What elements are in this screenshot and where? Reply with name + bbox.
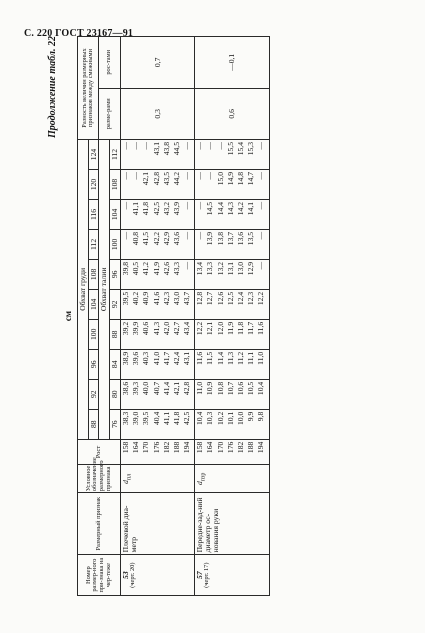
value-cell: 15,3 <box>246 142 256 156</box>
diff-heights-header: рос-тами <box>99 37 120 89</box>
waist-value-9: 112 <box>110 140 121 170</box>
value-cell: 43,9 <box>171 201 181 216</box>
value-cell: 12,1 <box>205 321 215 336</box>
value-cell: 11,6 <box>195 351 205 365</box>
value-cell: 43,4 <box>182 321 192 336</box>
table-body <box>120 37 269 596</box>
value-cell: 42,5 <box>182 411 192 426</box>
value-cell: 10,0 <box>236 411 245 426</box>
symbol-sub: пзр <box>200 472 207 482</box>
value-cell: 39,5 <box>141 411 151 426</box>
chest-value-3: 100 <box>88 319 99 349</box>
value-cell: 41,5 <box>141 231 151 246</box>
value-cell: 12,3 <box>246 291 256 306</box>
value-cell: 13,1 <box>225 261 235 276</box>
chest-value-6: 112 <box>88 229 99 259</box>
value-cell: 10,9 <box>205 381 215 396</box>
value-cell: 15,4 <box>236 142 245 156</box>
value-column-0 <box>195 409 269 439</box>
chest-value-0: 88 <box>88 409 99 439</box>
value-cell: 39,0 <box>131 411 141 426</box>
value-cell: 40,9 <box>141 291 151 306</box>
value-cell: 42,2 <box>151 231 161 246</box>
col-symbol-header: Условное обозначение размерного признака <box>78 465 121 493</box>
value-column-2 <box>120 349 194 379</box>
value-cell: 43,5 <box>161 171 171 186</box>
waist-value-4: 92 <box>110 289 121 319</box>
symbol-main: d <box>195 481 205 485</box>
value-cell: — <box>120 231 130 240</box>
value-cell: 13,7 <box>225 231 235 246</box>
value-cell: 12,7 <box>205 291 215 306</box>
value-cell: 12,2 <box>195 321 205 336</box>
value-cell: 42,1 <box>141 171 151 186</box>
value-cell: 44,2 <box>171 171 181 186</box>
value-cell: 40,3 <box>141 351 151 366</box>
value-cell: 39,8 <box>120 261 130 276</box>
value-cell: 39,3 <box>131 381 141 396</box>
value-cell: 39,2 <box>120 321 130 336</box>
value-column-6 <box>120 229 194 259</box>
table-row <box>120 37 194 596</box>
value-cell: 40,4 <box>151 411 161 426</box>
table-header <box>78 37 121 596</box>
value-cell: — <box>256 201 266 210</box>
value-cell: 12,9 <box>246 261 256 276</box>
value-cell: 43,1 <box>151 142 161 156</box>
value-cell: 41,4 <box>161 381 171 396</box>
value-cell: — <box>120 171 130 180</box>
value-cell: 41,7 <box>161 351 171 366</box>
waist-value-1: 80 <box>110 379 121 409</box>
value-cell: 12,2 <box>256 291 266 306</box>
waist-value-7: 104 <box>110 199 121 229</box>
chest-value-5: 108 <box>88 259 99 289</box>
value-cell: — <box>182 261 192 270</box>
value-cell: 40,2 <box>131 291 141 306</box>
row-name: Передне-зад-ний диаметр ос-нования руки <box>195 493 269 555</box>
value-cell: — <box>205 142 215 150</box>
unit-label: см <box>63 310 73 322</box>
value-cell: — <box>256 142 266 150</box>
value-cell: 41,8 <box>171 411 181 426</box>
value-cell: — <box>256 231 266 240</box>
value-column-0 <box>120 409 194 439</box>
value-cell: 42,4 <box>171 351 181 366</box>
value-cell: — <box>182 231 192 240</box>
value-cell: — <box>141 142 151 150</box>
value-cell: — <box>256 171 266 180</box>
value-cell: 10,5 <box>246 381 256 396</box>
row-number-cell <box>120 555 194 596</box>
value-cell: 10,2 <box>215 411 225 426</box>
value-cell: 12,0 <box>215 321 225 336</box>
value-column-7 <box>120 199 194 229</box>
height-value: 188 <box>246 441 256 454</box>
value-cell: 9,9 <box>246 411 256 422</box>
page-header: С. 220 ГОСТ 23167—91 <box>24 28 134 39</box>
value-cell: 39,5 <box>120 291 130 306</box>
value-cell: — <box>195 231 205 240</box>
value-cell: 41,0 <box>151 351 161 366</box>
value-cell: 12,6 <box>215 291 225 306</box>
value-cell: — <box>182 201 192 210</box>
row-heights <box>120 439 194 465</box>
waist-value-8: 108 <box>110 169 121 199</box>
value-cell: — <box>195 142 205 150</box>
height-value: 182 <box>161 441 171 454</box>
value-cell: 10,3 <box>205 411 215 426</box>
table-row <box>195 37 269 596</box>
value-column-1 <box>120 379 194 409</box>
value-cell: — <box>120 142 130 150</box>
value-cell: 13,9 <box>205 231 215 246</box>
value-cell: — <box>205 171 215 180</box>
value-cell: 38,6 <box>120 381 130 396</box>
value-cell: 15,0 <box>215 171 225 186</box>
value-column-4 <box>120 289 194 319</box>
height-value: 194 <box>256 441 266 454</box>
value-cell: 40,0 <box>141 381 151 396</box>
value-cell: 44,5 <box>171 142 181 156</box>
value-cell: 14,7 <box>246 171 256 186</box>
value-cell: 11,8 <box>236 321 245 335</box>
value-cell: 11,0 <box>195 381 205 395</box>
value-cell: 13,8 <box>215 231 225 246</box>
diff-sizes-value: 0,3 <box>120 88 194 139</box>
height-value: 164 <box>205 441 215 454</box>
col-name-header: Размерный признак <box>78 493 121 555</box>
value-cell: 12,8 <box>195 291 205 306</box>
value-cell: — <box>256 261 266 270</box>
value-cell: 14,4 <box>215 201 225 216</box>
value-cell: 12,4 <box>236 291 245 306</box>
value-cell: 11,2 <box>236 351 245 365</box>
height-value: 164 <box>131 441 141 454</box>
value-cell: 43,0 <box>171 291 181 306</box>
value-cell: 41,3 <box>151 321 161 336</box>
value-cell: 14,3 <box>225 201 235 216</box>
symbol-main: d <box>120 480 130 484</box>
value-cell: — <box>131 171 141 180</box>
value-cell: 42,5 <box>151 201 161 216</box>
waist-value-5: 96 <box>110 259 121 289</box>
value-column-9 <box>195 140 269 170</box>
value-cell: 42,6 <box>161 261 171 276</box>
value-cell: 43,3 <box>171 261 181 276</box>
value-cell: 14,8 <box>236 171 245 186</box>
value-cell: 40,5 <box>131 261 141 276</box>
waist-group-header: Обхват талии <box>99 140 110 440</box>
value-cell: 42,8 <box>151 171 161 186</box>
value-cell: 11,4 <box>215 351 225 365</box>
value-cell: 9,8 <box>256 411 266 422</box>
value-cell: — <box>215 142 225 150</box>
value-cell: 43,8 <box>161 142 171 156</box>
value-cell: — <box>195 201 205 210</box>
height-value: 176 <box>151 441 161 454</box>
height-value: 188 <box>171 441 181 454</box>
value-cell: 39,9 <box>131 321 141 336</box>
col-rost-header: Рост <box>78 439 121 465</box>
value-cell: — <box>131 142 141 150</box>
value-column-9 <box>120 140 194 170</box>
diff-sizes-value: 0,6 <box>195 88 269 139</box>
value-cell: — <box>120 201 130 210</box>
value-cell: 43,7 <box>182 291 192 306</box>
value-cell: 13,6 <box>236 231 245 246</box>
chest-value-4: 104 <box>88 289 99 319</box>
value-cell: 41,6 <box>151 291 161 306</box>
value-cell: 11,5 <box>205 351 215 365</box>
value-column-6 <box>195 229 269 259</box>
value-cell: — <box>195 171 205 180</box>
value-cell: 14,5 <box>205 201 215 216</box>
value-cell: 42,8 <box>182 381 192 396</box>
row-symbol <box>120 465 194 493</box>
value-cell: 42,0 <box>161 321 171 336</box>
value-cell: 40,7 <box>151 381 161 396</box>
waist-value-3: 88 <box>110 319 121 349</box>
value-cell: 43,1 <box>182 351 192 366</box>
value-column-5 <box>195 259 269 289</box>
height-value: 158 <box>120 441 130 454</box>
value-cell: 41,2 <box>141 261 151 276</box>
chest-value-1: 92 <box>88 379 99 409</box>
height-value: 170 <box>215 441 225 454</box>
row-number: 57 <box>195 571 205 579</box>
value-cell: 13,5 <box>246 231 256 246</box>
value-cell: 41,1 <box>161 411 171 426</box>
symbol-sub: пл <box>126 473 133 481</box>
value-column-3 <box>120 319 194 349</box>
row-drawing-ref: (черт. 17) <box>202 562 210 588</box>
value-cell: 10,1 <box>225 411 235 426</box>
value-cell: 40,6 <box>141 321 151 336</box>
value-cell: — <box>182 142 192 150</box>
value-cell: 14,1 <box>246 201 256 216</box>
value-column-3 <box>195 319 269 349</box>
row-number: 53 <box>120 571 130 579</box>
value-cell: 15,5 <box>225 142 235 156</box>
value-column-5 <box>120 259 194 289</box>
value-cell: 11,9 <box>225 321 235 335</box>
value-cell: 10,4 <box>195 411 205 426</box>
row-name: Плечевой диа-метр <box>120 493 194 555</box>
value-cell: 41,9 <box>151 261 161 276</box>
waist-value-6: 100 <box>110 229 121 259</box>
row-symbol <box>195 465 269 493</box>
value-cell: 42,1 <box>171 381 181 396</box>
value-cell: 42,9 <box>161 231 171 246</box>
value-cell: 40,8 <box>131 231 141 246</box>
value-cell: 42,3 <box>161 291 171 306</box>
chest-value-2: 96 <box>88 349 99 379</box>
value-cell: 41,8 <box>141 201 151 216</box>
value-cell: 10,8 <box>215 381 225 396</box>
value-cell: 38,9 <box>120 351 130 366</box>
value-column-7 <box>195 199 269 229</box>
value-cell: 38,3 <box>120 411 130 426</box>
value-cell: 13,4 <box>195 261 205 276</box>
value-cell: 13,3 <box>205 261 215 276</box>
value-cell: 10,6 <box>236 381 245 396</box>
value-column-8 <box>195 169 269 199</box>
diff-heights-value: 0,7 <box>120 37 194 89</box>
value-column-8 <box>120 169 194 199</box>
diff-group-header: Разность величин размерных признаков между смежными <box>78 37 99 140</box>
height-value: 158 <box>195 441 205 454</box>
value-column-2 <box>195 349 269 379</box>
size-table <box>77 36 270 596</box>
chest-value-9: 124 <box>88 140 99 170</box>
row-drawing-ref: (черт. 20) <box>128 562 136 588</box>
value-cell: 43,2 <box>161 201 171 216</box>
diff-heights-value: —0,1 <box>195 37 269 89</box>
value-column-1 <box>195 379 269 409</box>
value-cell: 39,6 <box>131 351 141 366</box>
row-number-cell <box>195 555 269 596</box>
value-cell: 11,1 <box>246 351 256 365</box>
chest-value-7: 116 <box>88 199 99 229</box>
height-value: 176 <box>225 441 235 454</box>
chest-value-8: 120 <box>88 169 99 199</box>
value-cell: 42,7 <box>171 321 181 336</box>
diff-sizes-header: разме-рами <box>99 88 120 139</box>
value-cell: — <box>182 171 192 180</box>
continuation-label: Продолжение табл. 22 <box>47 36 58 139</box>
value-cell: 14,9 <box>225 171 235 186</box>
value-cell: 11,3 <box>225 351 235 365</box>
value-cell: 13,2 <box>215 261 225 276</box>
value-cell: 43,6 <box>171 231 181 246</box>
value-cell: 11,7 <box>246 321 256 335</box>
value-cell: 41,1 <box>131 201 141 216</box>
value-cell: 12,5 <box>225 291 235 306</box>
value-cell: 11,0 <box>256 351 266 365</box>
landscape-table-area <box>47 36 377 596</box>
value-cell: 11,6 <box>256 321 266 335</box>
waist-value-2: 84 <box>110 349 121 379</box>
height-value: 194 <box>182 441 192 454</box>
height-value: 170 <box>141 441 151 454</box>
value-cell: 14,2 <box>236 201 245 216</box>
waist-value-0: 76 <box>110 409 121 439</box>
value-column-4 <box>195 289 269 319</box>
row-heights <box>195 439 269 465</box>
value-cell: 13,0 <box>236 261 245 276</box>
col-num-header: Номер размер-ного при-знака на чер-теже <box>78 555 121 596</box>
chest-group-header: Обхват груди <box>78 140 89 440</box>
header-row-1 <box>78 37 89 596</box>
value-cell: 10,4 <box>256 381 266 396</box>
value-cell: 10,7 <box>225 381 235 396</box>
height-value: 182 <box>236 441 245 454</box>
